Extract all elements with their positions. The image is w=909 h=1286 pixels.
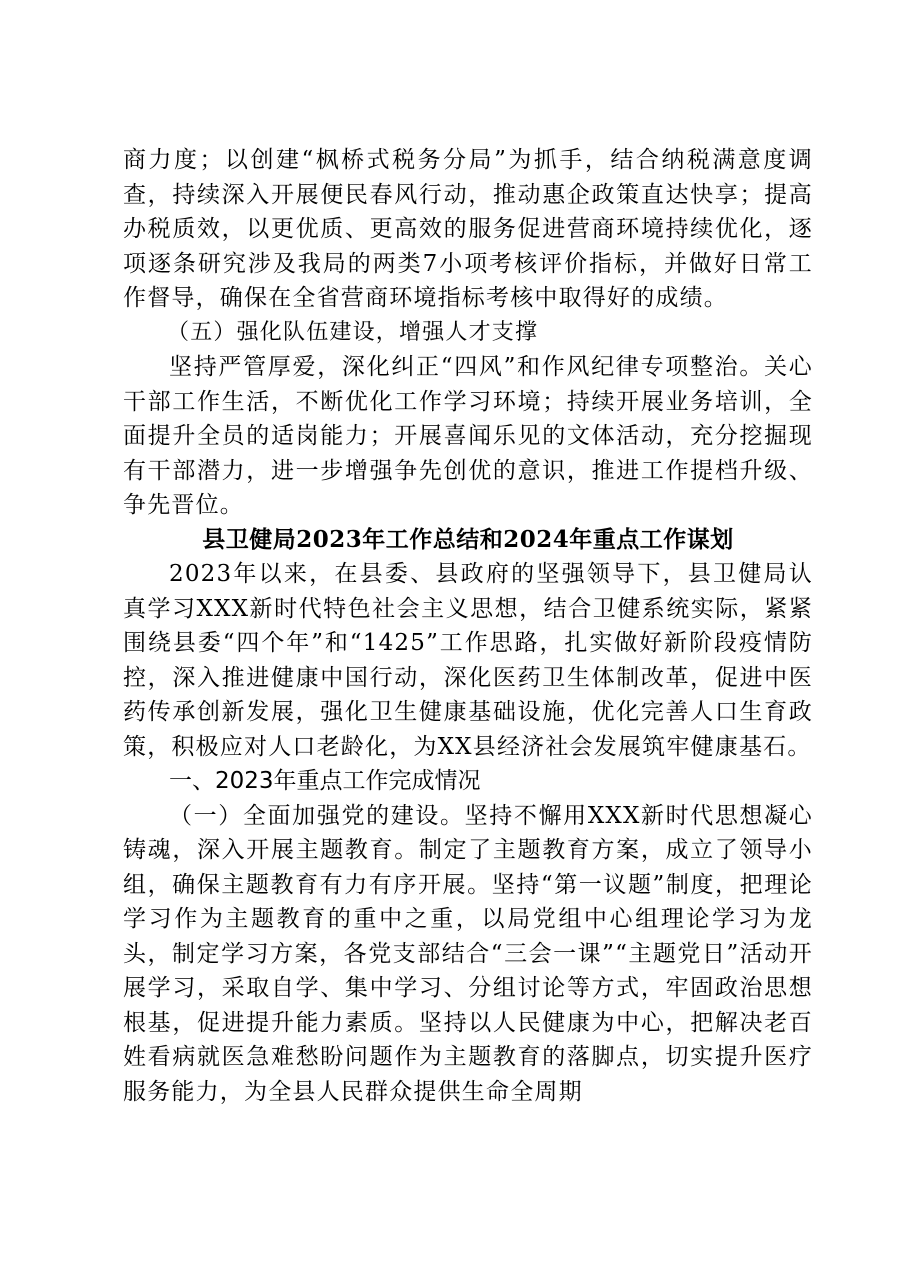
- section-one-heading: 一、2023年重点工作完成情况: [169, 768, 481, 794]
- document-page: [123, 143, 813, 1109]
- heading-team-building: （五）强化队伍建设，增强人才支撑: [167, 319, 539, 345]
- paragraph-team-building: 坚持严管厚爱，深化纠正“四风”和作风纪律专项整治。关心干部工作生活，不断优化工作学习环境；持续开展业务培训，全面提升全员的适岗能力；开展喜闻乐见的文体活动，充分挖掘现有干部潜力，进一步增强争先创优的意识，推进工作提档升级、争先晋位。: [123, 354, 813, 518]
- continued-paragraph: 商力度；以创建“枫桥式税务分局”为抓手，结合纳税满意度调查，持续深入开展便民春风行动，推动惠企政策直达快享；提高办税质效，以更优质、更高效的服务促进营商环境持续优化，逐项逐条研究涉及我局的两类7小项考核评价指标，并做好日常工作督导，确保在全省营商环境指标考核中取得好的成绩。: [123, 147, 813, 311]
- subsection-one-lead: （一）全面加强党的建设。: [169, 802, 465, 829]
- subsection-one-body: 坚持不懈用XXX新时代思想凝心铸魂，深入开展主题教育。制定了主题教育方案，成立了领导小组，确保主题教育有力有序开展。坚持“第一议题”制度，把理论学习作为主题教育的重中之重，以局党组中心组理论学习为龙头，制定学习方案，各党支部结合“三会一课”“主题党日”活动开展学习，采取自学、集中学习、分组讨论等方式，牢固政治思想根基，促进提升能力素质。坚持以人民健康为中心，把解决老百姓看病就医急难愁盼问题作为主题教育的落脚点，切实提升医疗服务能力，为全县人民群众提供生命全周期: [123, 802, 813, 1105]
- intro-paragraph: 2023年以来，在县委、县政府的坚强领导下，县卫健局认真学习XXX新时代特色社会主义思想，结合卫健系统实际，紧紧围绕县委“四个年”和“1425”工作思路，扎实做好新阶段疫情防控，深入推进健康中国行动，深化医药卫生体制改革，促进中医药传承创新发展，强化卫生健康基础设施，优化完善人口生育政策，积极应对人口老龄化，为XX县经济社会发展筑牢健康基石。: [123, 561, 813, 760]
- subsection-one-paragraph: [123, 799, 813, 1110]
- document-title: 县卫健局2023年工作总结和2024年重点工作谋划: [202, 525, 734, 553]
